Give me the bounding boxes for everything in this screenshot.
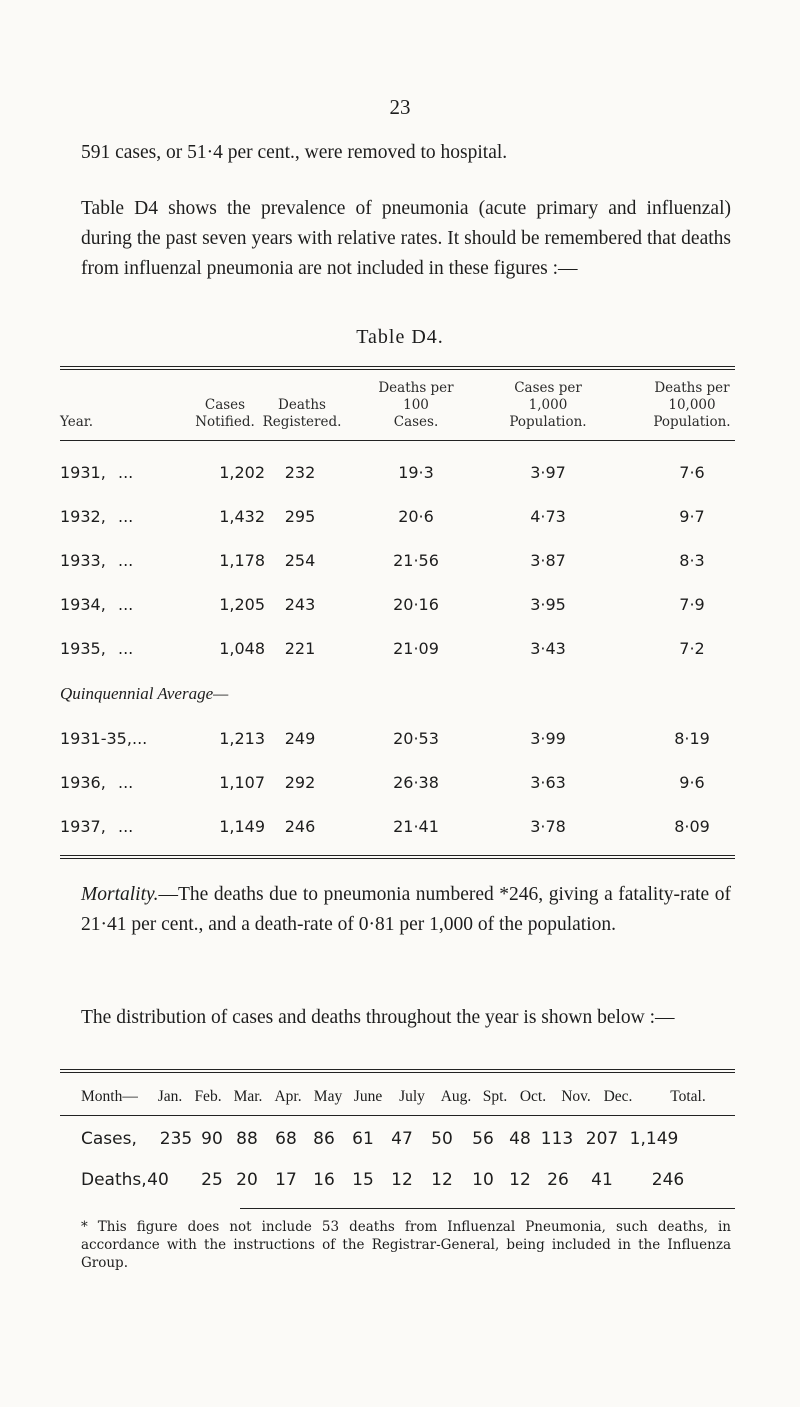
month-header-label: Month—: [81, 1088, 138, 1105]
table-row: 1931-35, ... 1,213 249 20·53 3·99 8·19: [60, 729, 710, 748]
table-row: 1931, ... 1,202 232 19·3 3·97 7·6: [60, 463, 705, 482]
month-label: Apr.: [274, 1088, 302, 1105]
table-row: 1932, ... 1,432 295 20·6 4·73 9·7: [60, 507, 705, 526]
month-label: Jan.: [157, 1088, 183, 1105]
month-label: July: [399, 1088, 425, 1105]
mortality-paragraph: [81, 880, 731, 940]
table-bottom-rule: [60, 855, 735, 859]
header-deaths-per-100: Deaths per 100 Cases.: [378, 380, 454, 430]
month-label: Nov.: [561, 1088, 591, 1105]
month-label: Total.: [670, 1088, 706, 1105]
table-top-rule: [60, 366, 735, 370]
month-label: Mar.: [233, 1088, 263, 1105]
monthly-header-rule: [60, 1115, 735, 1116]
month-label: June: [353, 1088, 383, 1105]
header-deaths-per-10000: Deaths per 10,000 Population.: [653, 380, 731, 430]
month-label: May: [313, 1088, 343, 1105]
quinquennial-label: Quinquennial Average—: [60, 684, 229, 703]
month-label: Aug.: [440, 1088, 472, 1105]
month-label: Spt.: [482, 1088, 508, 1105]
table-row: 1933, ... 1,178 254 21·56 3·87 8·3: [60, 551, 705, 570]
header-rule: [60, 440, 735, 441]
table-row: 1934, ... 1,205 243 20·16 3·95 7·9: [60, 595, 705, 614]
header-registered: Deaths Registered.: [262, 397, 342, 430]
table-row: 1937, ... 1,149 246 21·41 3·78 8·09: [60, 817, 710, 836]
table-row: 1936, ... 1,107 292 26·38 3·63 9·6: [60, 773, 705, 792]
header-cases-per-1000: Cases per 1,000 Population.: [509, 380, 587, 430]
distribution-paragraph: The distribution of cases and deaths throughout the year is shown below :—: [81, 1007, 675, 1028]
header-notified: Cases Notified.: [195, 397, 255, 430]
mortality-lead: Mortality.: [81, 884, 159, 905]
page-number: 23: [389, 95, 411, 119]
table-intro-paragraph: Table D4 shows the prevalence of pneumonia (acute primary and influenzal) during the past seven years with relative rates. It should be remembered that deaths from influenzal pneumonia are not included in these figures :—: [81, 198, 731, 279]
monthly-bottom-rule: [240, 1208, 735, 1209]
footnote: * This figure does not include 53 deaths from Influenzal Pneumonia, such deaths, in accordance with the instructions of the Registrar-General, being included in the Influenza Group.: [81, 1219, 731, 1271]
mortality-text: —The deaths due to pneumonia numbered *246, giving a fatality-rate of 21·41 per cent., and a death-rate of 0·81 per 1,000 of the population.: [81, 884, 731, 935]
table-title: Table D4.: [356, 326, 444, 348]
month-label: Oct.: [519, 1088, 547, 1105]
monthly-top-rule: [60, 1069, 735, 1073]
month-label: Feb.: [194, 1088, 222, 1105]
header-year: Year.: [60, 414, 94, 430]
table-row: 1935, ... 1,048 221 21·09 3·43 7·2: [60, 639, 705, 658]
hospital-paragraph: 591 cases, or 51·4 per cent., were removed to hospital.: [81, 142, 508, 163]
month-label: Dec.: [603, 1088, 633, 1105]
